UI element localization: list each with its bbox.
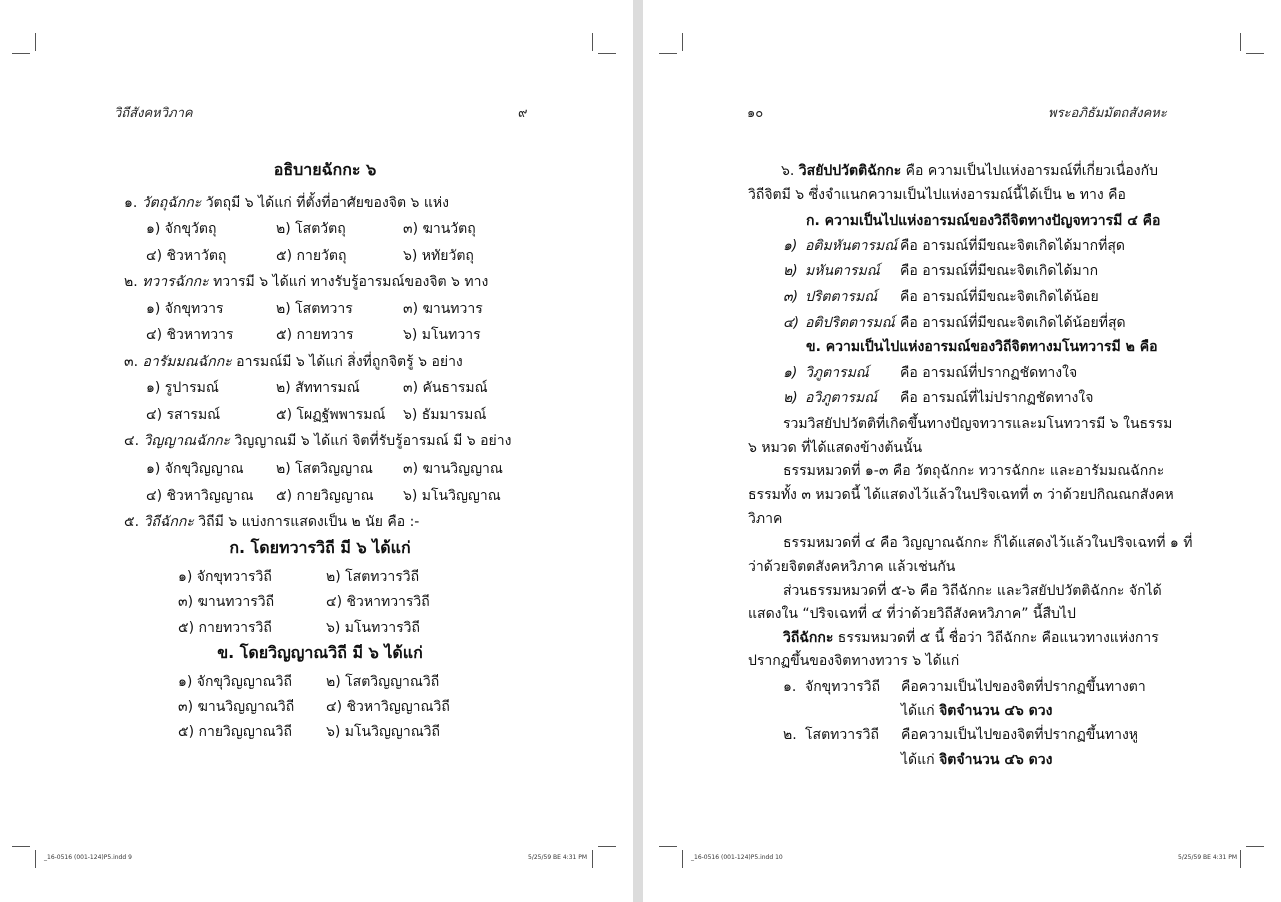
term-label: ๓) — [783, 289, 799, 305]
crop-mark — [12, 846, 30, 847]
term-desc: คือ อารมณ์ที่ปรากฏชัดทางใจ — [900, 365, 1078, 381]
grid-cell: ๓) ฆานวิญญาณ — [403, 461, 503, 477]
grid-cell: ๔) ชิวหาวิญญาณวิถี — [326, 699, 450, 715]
grid-cell: ๑) จักขุวัตถุ — [146, 221, 217, 237]
paragraph-line: ส่วนธรรมหมวดที่ ๕-๖ คือ วิถีฉักกะ และวิสยัปปวัตติฉักกะ จักได้ — [783, 583, 1162, 599]
section-title: อธิบายฉักกะ ๖ — [273, 160, 377, 179]
vithi-desc: คือความเป็นไปของจิตที่ปรากฏขึ้นทางตา — [901, 679, 1146, 695]
term-label: ปริตตารมณ์ — [805, 289, 878, 305]
crop-mark — [592, 850, 593, 868]
grid-cell: ๓) ฆานทวารวิถี — [178, 594, 275, 610]
term-label: ๑) — [783, 238, 798, 254]
running-header: วิถีสังคหวิภาค — [114, 106, 193, 121]
grid-cell: ๕) กายวัตถุ — [276, 248, 347, 264]
term-label: อติมหันตารมณ์ — [805, 238, 898, 254]
list-item: ๓. อารัมมณฉักกะ อารมณ์มี ๖ ได้แก่ สิ่งที่ถูกจิตรู้ ๖ อย่าง — [124, 354, 463, 370]
grid-cell: ๕) โผฏฐัพพารมณ์ — [276, 407, 386, 423]
paragraph-line: วิถีจิตมี ๖ ซึ่งจำแนกความเป็นไปแห่งอารมณ์นี้ได้เป็น ๒ ทาง คือ — [748, 187, 1126, 203]
grid-cell: ๖) มโนทวารวิถี — [326, 620, 420, 636]
grid-cell: ๔) รสารมณ์ — [146, 407, 221, 423]
crop-mark — [598, 53, 616, 54]
crop-mark — [682, 850, 683, 868]
footer-date: 5/25/59 BE 4:31 PM — [528, 854, 588, 861]
footer-date: 5/25/59 BE 4:31 PM — [1178, 854, 1238, 861]
paragraph-line: วิภาค — [748, 511, 783, 527]
grid-cell: ๒) โสตวิญญาณ — [276, 461, 373, 477]
paragraph-line: ๖. วิสยัปปวัตติฉักกะ คือ ความเป็นไปแห่งอารมณ์ที่เกี่ยวเนื่องกับ — [781, 163, 1159, 179]
crop-mark — [35, 850, 36, 868]
grid-cell: ๓) คันธารมณ์ — [403, 380, 488, 396]
crop-mark — [1246, 53, 1264, 54]
crop-mark — [598, 846, 616, 847]
footer-file: _16-0516 (001-124)P5.indd 9 — [44, 854, 132, 861]
paragraph-line: ๖ หมวด ที่ได้แสดงข้างต้นนั้น — [748, 440, 923, 456]
crop-mark — [1240, 850, 1241, 868]
list-item: ๒. ทวารฉักกะ ทวารมี ๖ ได้แก่ ทางรับรู้อารมณ์ของจิต ๖ ทาง — [124, 274, 489, 290]
vithi-number: ๑. — [783, 679, 797, 695]
grid-cell: ๖) หทัยวัตถุ — [403, 248, 474, 264]
grid-cell: ๒) โสตทวารวิถี — [326, 569, 420, 585]
vithi-name: จักขุทวารวิถี — [805, 679, 881, 695]
grid-cell: ๒) โสตวัตถุ — [276, 221, 346, 237]
list-item: ๕. วิถีฉักกะ วิถีมี ๖ แบ่งการแสดงเป็น ๒ นัย คือ :- — [124, 514, 420, 530]
paragraph-line: ธรรมหมวดที่ ๔ คือ วิญญาณฉักกะ ก็ได้แสดงไว้แล้วในปริจเฉทที่ ๑ ที่ — [783, 535, 1193, 551]
gutter — [633, 0, 643, 902]
subsection-heading: ข. ความเป็นไปแห่งอารมณ์ของวิถีจิตทางมโนทวารมี ๒ คือ — [806, 339, 1158, 355]
crop-mark — [682, 33, 683, 51]
grid-cell: ๖) มโนวิญญาณวิถี — [326, 724, 441, 740]
grid-cell: ๔) ชิวหาวิญญาณ — [146, 488, 254, 504]
grid-cell: ๑) จักขุทวาร — [146, 301, 224, 317]
grid-cell: ๓) ฆานทวาร — [403, 301, 483, 317]
crop-mark — [12, 53, 30, 54]
grid-cell: ๒) สัททารมณ์ — [276, 380, 360, 396]
grid-cell: ๖) ธัมมารมณ์ — [403, 407, 487, 423]
paragraph-line: ว่าด้วยจิตตสังคหวิภาค แล้วเช่นกัน — [748, 559, 956, 575]
vithi-number: ๒. — [783, 727, 797, 743]
term-label: อวิภูตารมณ์ — [805, 390, 878, 406]
term-label: ๔) — [783, 315, 800, 331]
paragraph-line: แสดงใน “ปริจเฉทที่ ๔ ที่ว่าด้วยวิถีสังคหวิภาค” นี้สืบไป — [748, 606, 1076, 622]
page-number: ๑๐ — [747, 106, 764, 121]
left-page — [0, 0, 633, 902]
paragraph-line: ธรรมทั้ง ๓ หมวดนี้ ได้แสดงไว้แล้วในปริจเฉทที่ ๓ ว่าด้วยปกิณณกสังคห — [748, 487, 1174, 503]
grid-cell: ๓) ฆานวิญญาณวิถี — [178, 699, 295, 715]
page-number: ๙ — [518, 106, 528, 121]
term-desc: คือ อารมณ์ที่มีขณะจิตเกิดได้มาก — [900, 263, 1099, 279]
grid-cell: ๕) กายวิญญาณวิถี — [178, 724, 292, 740]
grid-cell: ๑) จักขุวิญญาณวิถี — [178, 674, 292, 690]
subsection-heading: ก. ความเป็นไปแห่งอารมณ์ของวิถีจิตทางปัญจทวารมี ๔ คือ — [806, 213, 1161, 229]
footer-file: _16-0516 (001-124)P5.indd 10 — [691, 854, 783, 861]
crop-mark — [1246, 846, 1264, 847]
term-label: มหันตารมณ์ — [805, 263, 880, 279]
crop-mark — [1240, 33, 1241, 51]
list-item: ๔. วิญญาณฉักกะ วิญญาณมี ๖ ได้แก่ จิตที่รับรู้อารมณ์ มี ๖ อย่าง — [124, 433, 512, 449]
crop-mark — [659, 846, 677, 847]
vithi-desc: คือความเป็นไปของจิตที่ปรากฏขึ้นทางหู — [901, 727, 1139, 743]
crop-mark — [659, 53, 677, 54]
term-label: ๒) — [783, 263, 798, 279]
term-desc: คือ อารมณ์ที่มีขณะจิตเกิดได้น้อย — [900, 289, 1099, 305]
grid-cell: ๒) โสตวิญญาณวิถี — [326, 674, 440, 690]
right-page — [643, 0, 1281, 902]
term-label: วิภูตารมณ์ — [805, 365, 869, 381]
grid-cell: ๔) ชิวหาวัตถุ — [146, 248, 227, 264]
term-label: ๒) — [783, 390, 798, 406]
grid-cell: ๑) รูปารมณ์ — [146, 380, 219, 396]
crop-mark — [35, 33, 36, 51]
subsection-heading: ก. โดยทวารวิถี มี ๖ ได้แก่ — [229, 538, 411, 557]
paragraph-line: รวมวิสยัปปวัตติที่เกิดขึ้นทางปัญจทวารและมโนทวารมี ๖ ในธรรม — [783, 416, 1173, 432]
grid-cell: ๔) ชิวหาทวาร — [146, 327, 234, 343]
term-desc: คือ อารมณ์ที่ไม่ปรากฏชัดทางใจ — [900, 390, 1094, 406]
term-label: อติปริตตารมณ์ — [805, 315, 895, 331]
vithi-count: ได้แก่ จิตจำนวน ๔๖ ดวง — [901, 752, 1053, 768]
grid-cell: ๑) จักขุวิญญาณ — [146, 461, 244, 477]
running-header: พระอภิธัมมัตถสังคหะ — [1048, 106, 1167, 121]
grid-cell: ๖) มโนทวาร — [403, 327, 481, 343]
list-item: ๑. วัตถุฉักกะ วัตถุมี ๖ ได้แก่ ที่ตั้งที่อาศัยของจิต ๖ แห่ง — [124, 195, 449, 211]
grid-cell: ๒) โสตทวาร — [276, 301, 353, 317]
grid-cell: ๕) กายทวารวิถี — [178, 620, 272, 636]
grid-cell: ๔) ชิวหาทวารวิถี — [326, 594, 430, 610]
subsection-heading: ข. โดยวิญญาณวิถี มี ๖ ได้แก่ — [217, 643, 423, 662]
paragraph-line: ปรากฏขึ้นของจิตทางทวาร ๖ ได้แก่ — [748, 653, 960, 669]
term-desc: คือ อารมณ์ที่มีขณะจิตเกิดได้มากที่สุด — [900, 238, 1125, 254]
grid-cell: ๖) มโนวิญญาณ — [403, 488, 501, 504]
term-desc: คือ อารมณ์ที่มีขณะจิตเกิดได้น้อยที่สุด — [900, 315, 1126, 331]
term-label: ๑) — [783, 365, 798, 381]
vithi-count: ได้แก่ จิตจำนวน ๔๖ ดวง — [901, 703, 1053, 719]
grid-cell: ๕) กายทวาร — [276, 327, 354, 343]
crop-mark — [592, 33, 593, 51]
vithi-name: โสตทวารวิถี — [805, 727, 879, 743]
paragraph-line: วิถีฉักกะ ธรรมหมวดที่ ๕ นี้ ชื่อว่า วิถีฉักกะ คือแนวทางแห่งการ — [783, 630, 1159, 646]
paragraph-line: ธรรมหมวดที่ ๑-๓ คือ วัตถุฉักกะ ทวารฉักกะ และอารัมมณฉักกะ — [783, 463, 1165, 479]
grid-cell: ๑) จักขุทวารวิถี — [178, 569, 272, 585]
grid-cell: ๓) ฆานวัตถุ — [403, 221, 476, 237]
grid-cell: ๕) กายวิญญาณ — [276, 488, 374, 504]
